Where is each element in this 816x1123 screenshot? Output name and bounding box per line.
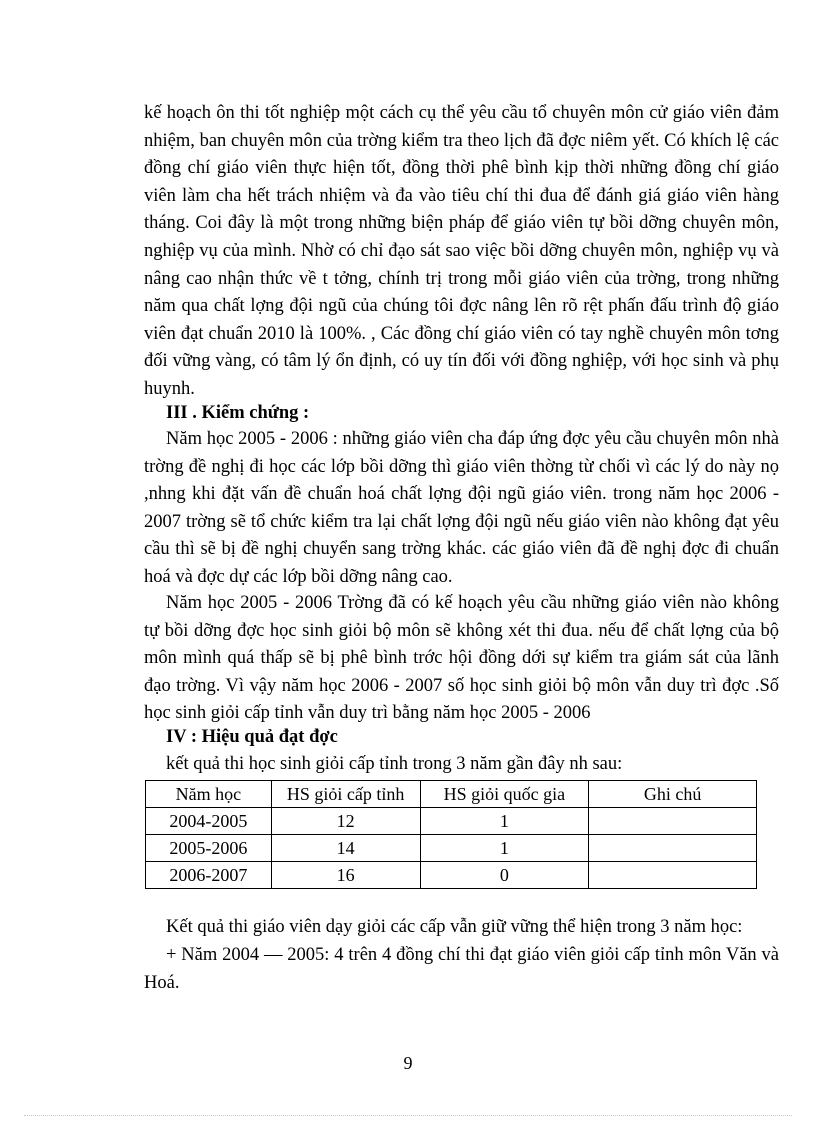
- table-cell: 2005-2006: [146, 835, 272, 862]
- paragraph-student-text: Năm học 2005 - 2006 Trờng đã có kế hoạch yêu cầu những giáo viên nào không tự bồi dỡng đợc học sinh giỏi bộ môn sẽ không xét thi đua. nếu để chất lợng của bộ môn mình quá thấp sẽ bị phê bình trớc hội đồng dới sự kiểm tra giám sát của lãnh đạo trờng. Vì vậy năm học 2006 - 2007 số học sinh giỏi bộ môn vẫn duy trì đợc .Số học sinh giỏi cấp tỉnh vẫn duy trì bằng năm học 2005 - 2006: [144, 593, 779, 724]
- results-table: [145, 780, 757, 889]
- section-heading-results: IV : Hiệu quả đạt đợc: [166, 727, 338, 747]
- paragraph-year-2004-text: + Năm 2004 — 2005: 4 trên 4 đồng chí thi đạt giáo viên giỏi cấp tỉnh môn Văn và Hoá.: [144, 945, 779, 993]
- section-heading-verification: III . Kiểm chứng :: [166, 403, 310, 423]
- paragraph-teacher-training: kế hoạch ôn thi tốt nghiệp một cách cụ thể yêu cầu tổ chuyên môn cử giáo viên đảm nhiệm, ban chuyên môn của trờng kiểm tra theo lịch đã đợc niêm yết. Có khích lệ các đồng chí giáo viên thực hiện tốt, đồng thời phê bình kịp thời những đồng chí giáo viên làm cha hết trách nhiệm và đa vào tiêu chí thi đua để đánh giá giáo viên hàng tháng. Coi đây là một trong những biện pháp để giáo viên tự bồi dỡng chuyên môn, nghiệp vụ của mình. Nhờ có chỉ đạo sát sao việc bồi dỡng chuyên môn, nghiệp vụ và nâng cao nhận thức về t tởng, chính trị trong mỗi giáo viên của trờng, trong những năm qua chất lợng đội ngũ của chúng tôi đợc nâng lên rõ rệt phấn đấu trình độ giáo viên đạt chuẩn 2010 là 100%. , Các đồng chí giáo viên có tay nghề chuyên môn tơng đối vững vàng, có tâm lý ổn định, có uy tín đối với đồng nghiệp, với học sinh và phụ huynh.: [144, 103, 779, 399]
- table-cell: 1: [420, 808, 589, 835]
- paragraph-student-excellence: [144, 590, 779, 728]
- paragraph-year-2004: [144, 942, 779, 997]
- table-row: [146, 862, 757, 889]
- paragraph-teacher-results: Kết quả thi giáo viên dạy giỏi các cấp vẫn giữ vững thể hiện trong 3 năm học:: [166, 917, 743, 937]
- table-cell: 0: [420, 862, 589, 889]
- table-cell: [589, 808, 757, 835]
- table-cell: 12: [271, 808, 420, 835]
- table-cell: 1: [420, 835, 589, 862]
- page-number: 9: [403, 1053, 413, 1073]
- table-cell: 2006-2007: [146, 862, 272, 889]
- table-row: [146, 808, 757, 835]
- table-intro-text: kết quả thi học sinh giỏi cấp tỉnh trong 3 năm gần đây nh sau:: [166, 754, 623, 774]
- paragraph-verification-text: Năm học 2005 - 2006 : những giáo viên cha đáp ứng đợc yêu cầu chuyên môn nhà trờng đề nghị đi học các lớp bồi dỡng thì giáo viên thờng từ chối vì các lý do này nọ ,nhng khi đặt vấn đề chuẩn hoá chất lợng đội ngũ giáo viên. trong năm học 2006 - 2007 trờng sẽ tổ chức kiểm tra lại chất lợng đội ngũ nếu giáo viên nào không đạt yêu cầu thì sẽ bị đề nghị chuyển sang trờng khác. các giáo viên đã đề nghị đợc đi chuẩn hoá và đợc dự các lớp bồi dỡng nâng cao.: [144, 429, 779, 587]
- table-cell: 14: [271, 835, 420, 862]
- page-bottom-divider: [24, 1115, 792, 1116]
- table-cell: 2004-2005: [146, 808, 272, 835]
- header-cell-national: HS giỏi quốc gia: [420, 781, 589, 808]
- table-row: [146, 835, 757, 862]
- header-cell-year: Năm học: [146, 781, 272, 808]
- table-cell: [589, 835, 757, 862]
- table-header-row: [146, 781, 757, 808]
- table-cell: [589, 862, 757, 889]
- table-cell: 16: [271, 862, 420, 889]
- header-cell-province: HS giỏi cấp tỉnh: [271, 781, 420, 808]
- header-cell-notes: Ghi chú: [589, 781, 757, 808]
- paragraph-verification-2005: [144, 426, 779, 592]
